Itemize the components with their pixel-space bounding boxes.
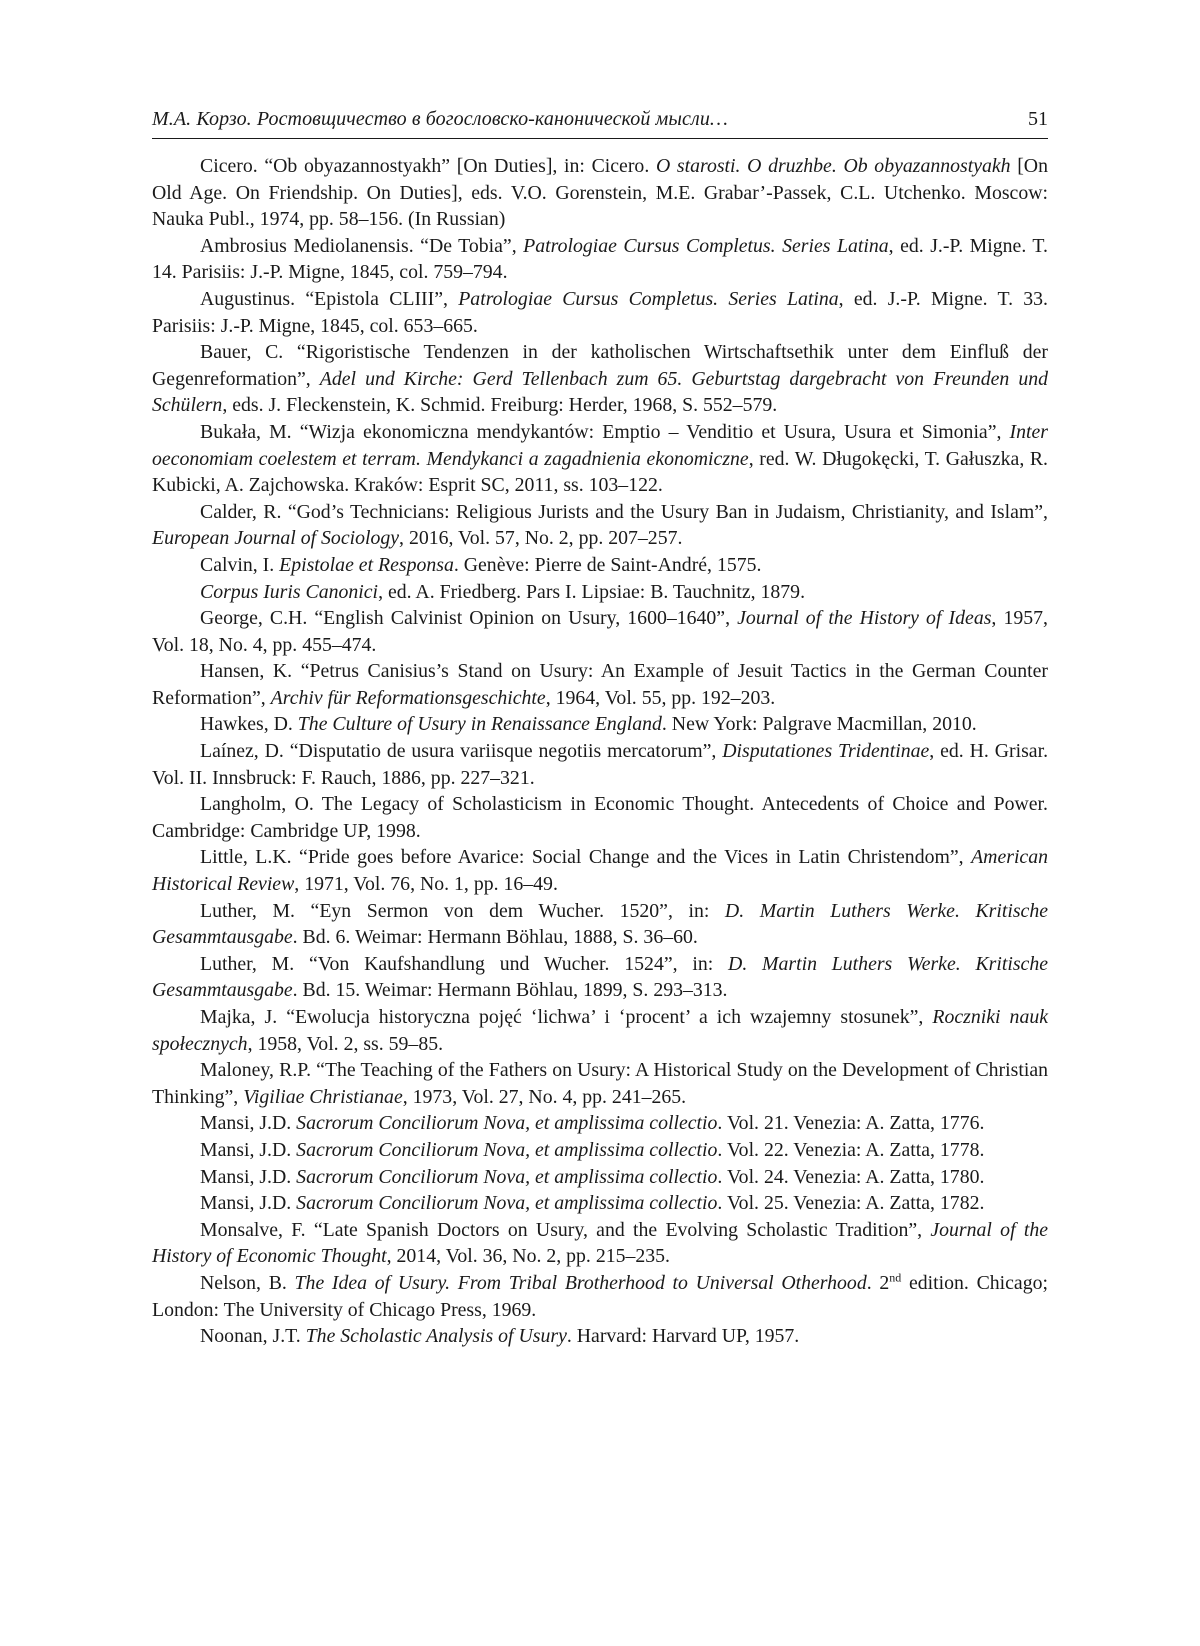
reference-entry: Luther, M. “Von Kaufshandlung und Wucher. 1524”, in: D. Martin Luthers Werke. Kritische Gesammtausgabe. Bd. 15. Weimar: Hermann Böhlau, 1899, S. 293–313. [152,952,1048,1002]
reference-entry: Cicero. “Ob obyazannostyakh” [On Duties], in: Cicero. O starosti. O druzhbe. Ob obyazannostyakh [On Old Age. On Friendship. On Duties], eds. V.O. Gorenstein, M.E. Grabar’-Passek, C.L. Utchenko. Moscow: Nauka Publ., 1974, pp. 58–156. (In Russian) [152,155,1048,231]
reference-entry: Majka, J. “Ewolucja historyczna pojęć ‘lichwa’ i ‘procent’ a ich wzajemny stosunek”, Roczniki nauk społecznych, 1958, Vol. 2, ss. 59–85. [152,1006,1049,1055]
reference-entry: Mansi, J.D. Sacrorum Conciliorum Nova, et amplissima collectio. Vol. 24. Venezia: A. Zatta, 1780. [200,1165,985,1188]
reference-entry: Noonan, J.T. The Scholastic Analysis of Usury. Harvard: Harvard UP, 1957. [200,1325,800,1348]
reference-entry: Hawkes, D. The Culture of Usury in Renaissance England. New York: Palgrave Macmillan, 2010. [200,713,977,736]
reference-entry: Bukała, M. “Wizja ekonomiczna mendykantów: Emptio – Venditio et Usura, Usura et Simonia”, Inter oeconomiam coelestem et terram. Mendykanci a zagadnienia ekonomiczne, red. W. Długokęcki, T. Gałuszka, R. Kubicki, A. Zajchowska. Kraków: Esprit SC, 2011, ss. 103–122. [152,420,1048,497]
page-number: 51 [1028,108,1048,130]
reference-entry: Hansen, K. “Petrus Canisius’s Stand on Usury: An Example of Jesuit Tactics in the German Counter Reformation”, Archiv für Reformationsgeschichte, 1964, Vol. 55, pp. 192–203. [152,660,1048,709]
reference-list [152,153,1048,1350]
running-header [152,106,1048,139]
reference-entry: Mansi, J.D. Sacrorum Conciliorum Nova, et amplissima collectio. Vol. 22. Venezia: A. Zatta, 1778. [200,1138,985,1161]
reference-entry: Mansi, J.D. Sacrorum Conciliorum Nova, et amplissima collectio. Vol. 21. Venezia: A. Zatta, 1776. [200,1112,985,1135]
reference-entry: Calder, R. “God’s Technicians: Religious Jurists and the Usury Ban in Judaism, Christianity, and Islam”, European Journal of Sociology, 2016, Vol. 57, No. 2, pp. 207–257. [152,500,1048,550]
reference-entry: Luther, M. “Eyn Sermon von dem Wucher. 1520”, in: D. Martin Luthers Werke. Kritische Gesammtausgabe. Bd. 6. Weimar: Hermann Böhlau, 1888, S. 36–60. [152,899,1049,949]
reference-entry: Laínez, D. “Disputatio de usura variisque negotiis mercatorum”, Disputationes Tridentinae, ed. H. Grisar. Vol. II. Innsbruck: F. Rauch, 1886, pp. 227–321. [152,740,1049,789]
reference-entry: Little, L.K. “Pride goes before Avarice: Social Change and the Vices in Latin Christendom”, American Historical Review, 1971, Vol. 76, No. 1, pp. 16–49. [152,846,1048,896]
reference-entry: George, C.H. “English Calvinist Opinion on Usury, 1600–1640”, Journal of the History of Ideas, 1957, Vol. 18, No. 4, pp. 455–474. [152,607,1048,656]
reference-entry: Monsalve, F. “Late Spanish Doctors on Usury, and the Evolving Scholastic Tradition”, Journal of the History of Economic Thought, 2014, Vol. 36, No. 2, pp. 215–235. [152,1218,1048,1268]
reference-entry: Langholm, O. The Legacy of Scholasticism in Economic Thought. Antecedents of Choice and Power. Cambridge: Cambridge UP, 1998. [152,793,1048,842]
running-head-title: М.А. Корзо. Ростовщичество в богословско-канонической мысли… [152,108,728,130]
reference-entry: Augustinus. “Epistola CLIII”, Patrologiae Cursus Completus. Series Latina, ed. J.-P. Migne. T. 33. Parisiis: J.-P. Migne, 1845, col. 653–665. [152,287,1048,337]
reference-entry: Nelson, B. The Idea of Usury. From Tribal Brotherhood to Universal Otherhood. 2nd edition. Chicago; London: The University of Chicago Press, 1969. [152,1270,1048,1321]
reference-entry: Bauer, C. “Rigoristische Tendenzen in der katholischen Wirtschaftsethik unter dem Einfluß der Gegenreformation”, Adel und Kirche: Gerd Tellenbach zum 65. Geburtstag dargebracht von Freunden und Schülern, eds. J. Fleckenstein, K. Schmid. Freiburg: Herder, 1968, S. 552–579. [152,341,1049,417]
reference-entry: Maloney, R.P. “The Teaching of the Fathers on Usury: A Historical Study on the Development of Christian Thinking”, Vigiliae Christianae, 1973, Vol. 27, No. 4, pp. 241–265. [152,1059,1048,1108]
reference-entry: Ambrosius Mediolanensis. “De Tobia”, Patrologiae Cursus Completus. Series Latina, ed. J.-P. Migne. T. 14. Parisiis: J.-P. Migne, 1845, col. 759–794. [152,234,1048,284]
reference-entry: Calvin, I. Epistolae et Responsa. Genève: Pierre de Saint-André, 1575. [200,553,762,576]
reference-entry: Corpus Iuris Canonici, ed. A. Friedberg. Pars I. Lipsiae: B. Tauchnitz, 1879. [200,580,806,603]
reference-entry: Mansi, J.D. Sacrorum Conciliorum Nova, et amplissima collectio. Vol. 25. Venezia: A. Zatta, 1782. [200,1192,985,1215]
